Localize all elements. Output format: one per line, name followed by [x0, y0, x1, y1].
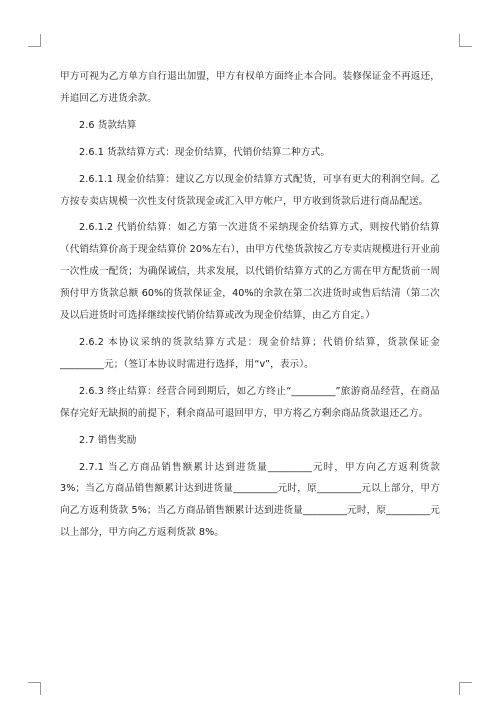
clause-2-7-1: 2.7.1 当乙方商品销售额累计达到进货量_________元时，甲方向乙方返利货款 3%；当乙方商品销售额累计达到进货量_________元时，原_________元以上部分，甲方向乙方返利货款 5%；当乙方商品销售额累计达到进货量_________元时，原_________元以上部分，甲方向乙方返利货款 8%。: [60, 461, 440, 539]
paragraph-continuation: 甲方可视为乙方单方自行退出加盟，甲方有权单方面终止本合同。装修保证金不再返还，并追回乙方进货余款。: [60, 71, 440, 104]
section-heading-2-6: 2.6 货款结算: [79, 119, 137, 131]
clause-2-6-1-2: 2.6.1.2 代销价结算：如乙方第一次进货不采纳现金价结算方式，则按代销价结算（代销结算价高于现金结算价 20%左右），由甲方代垫货款按乙方专卖店规模进行开业前一次性成一配货；为确保诚信，共求发展，以代销价结算方式的乙方需在甲方配货前一周预付甲方货款总额 60%的货款保证金，40%的余款在第二次进货时或售后结清（第二次及以后进货时可选择继续按代销价结算或改为现金价结算，由乙方自定。）: [60, 222, 440, 322]
clause-2-6-1-1: 2.6.1.1 现金价结算：建议乙方以现金价结算方式配货，可享有更大的利润空间。乙方按专卖店规模一次性支付货款现金或汇入甲方帐户，甲方收到货款后进行商品配送。: [60, 173, 440, 207]
crop-mark-bottom-left: [28, 682, 41, 695]
crop-mark-bottom-right: [459, 682, 472, 695]
crop-mark-top-left: [28, 34, 41, 47]
document-body: [60, 66, 440, 549]
crop-mark-top-right: [459, 34, 472, 47]
clause-2-6-3: 2.6.3 终止结算：经营合同到期后，如乙方终止“_________”旅游商品经营，在商品保存完好无缺损的前提下，剩余商品可退回甲方，甲方将乙方剩余商品货款退还乙方。: [60, 385, 440, 419]
clause-2-6-1: 2.6.1 货款结算方式：现金价结算，代销价结算二种方式。: [79, 146, 331, 158]
clause-2-6-2: 2.6.2 本协议采纳的货款结算方式是：现金价结算；代销价结算，货款保证金_________元；（签订本协议时需进行选择，用“v”，表示）。: [60, 336, 440, 370]
section-heading-2-7: 2.7 销售奖励: [79, 434, 137, 446]
